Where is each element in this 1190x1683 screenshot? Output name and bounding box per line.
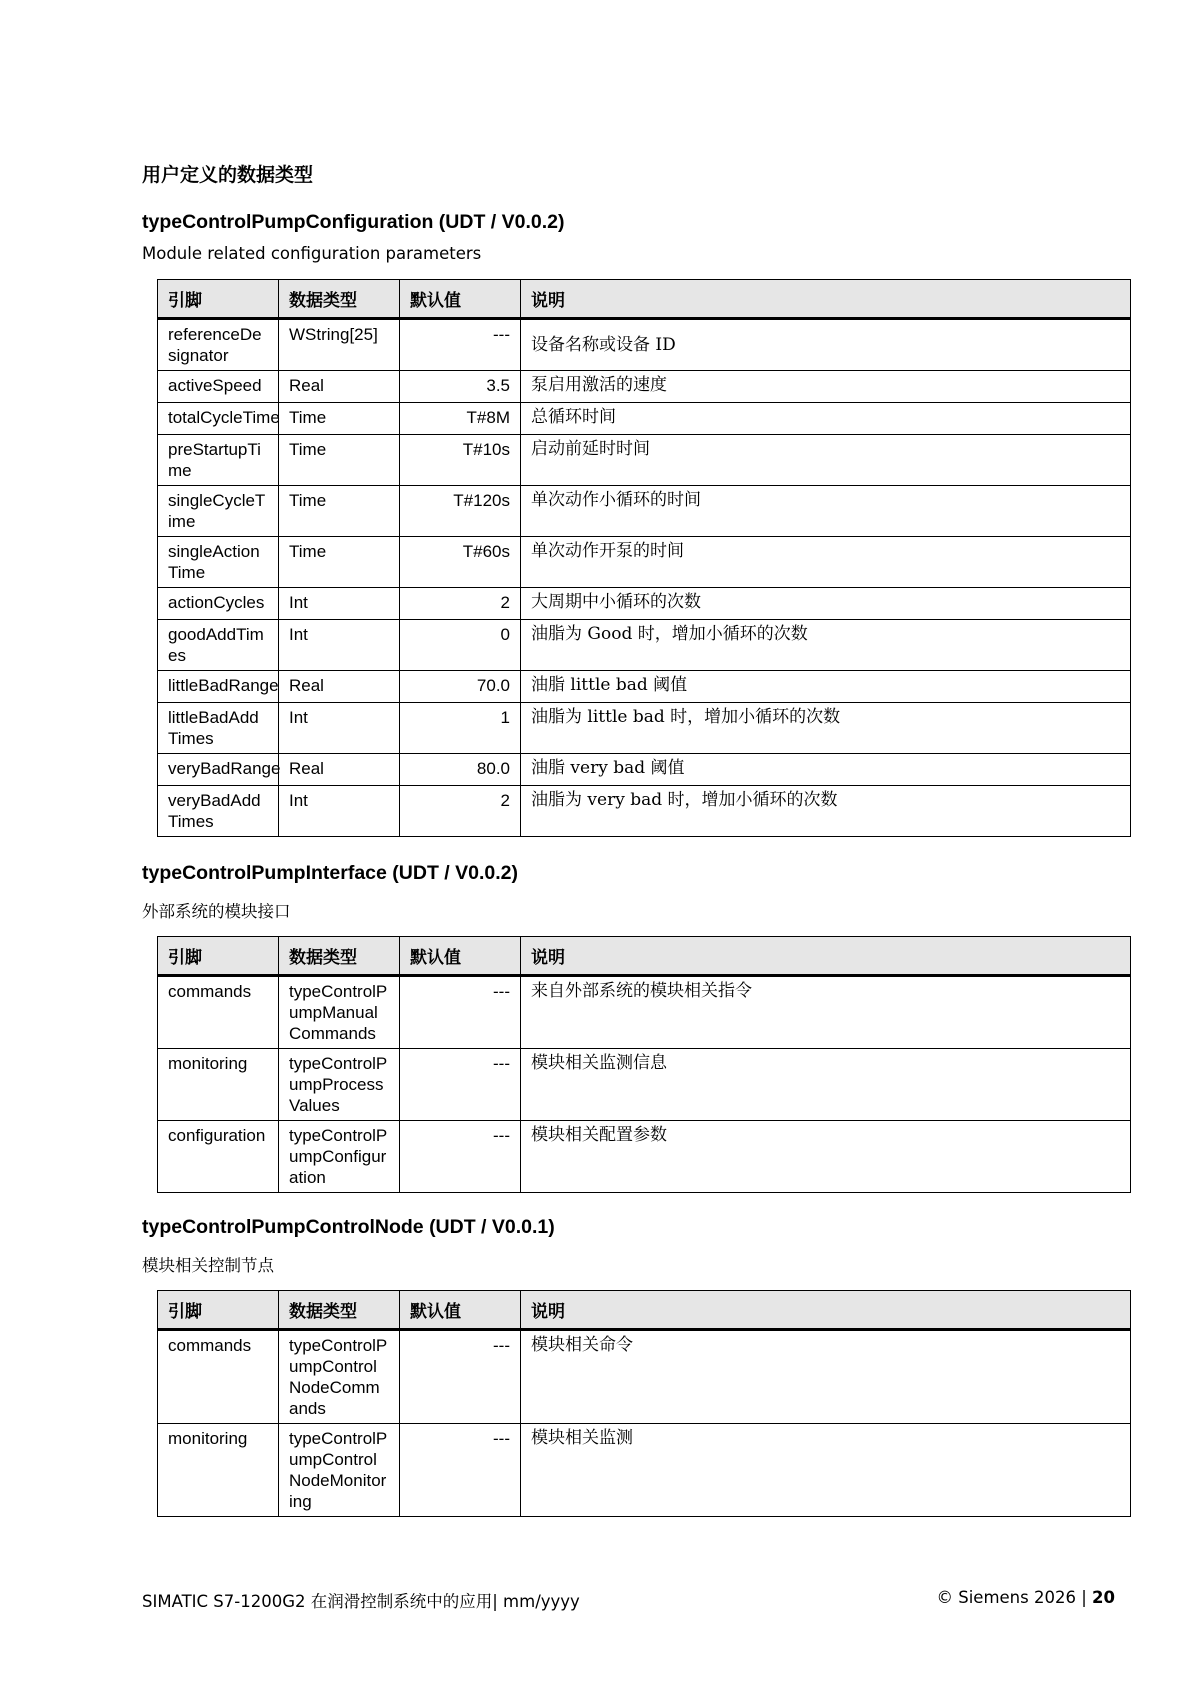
header-type: 数据类型	[279, 937, 400, 976]
cell-default: 2	[400, 588, 521, 620]
table-row	[158, 754, 1131, 786]
header-type: 数据类型	[279, 1291, 400, 1330]
section-description-control-node: 模块相关控制节点	[142, 1256, 274, 1275]
cell-default: 1	[400, 703, 521, 754]
table-row	[158, 403, 1131, 435]
cell-pin: totalCycleTime	[158, 403, 279, 435]
cell-pin: commands	[158, 1330, 279, 1424]
cell-desc: 启动前延时时间	[521, 435, 1131, 486]
cell-pin: monitoring	[158, 1424, 279, 1517]
section-description-interface: 外部系统的模块接口	[142, 902, 291, 921]
cell-pin: activeSpeed	[158, 371, 279, 403]
cell-default: T#60s	[400, 537, 521, 588]
cell-type: Int	[279, 588, 400, 620]
cell-pin: littleBadRange	[158, 671, 279, 703]
cell-default: ---	[400, 1121, 521, 1193]
cell-pin: configuration	[158, 1121, 279, 1193]
table-header-row	[158, 280, 1131, 319]
cell-desc: 模块相关命令	[521, 1330, 1131, 1424]
cell-default: 70.0	[400, 671, 521, 703]
cell-type: Int	[279, 786, 400, 837]
cell-desc: 单次动作开泵的时间	[521, 537, 1131, 588]
cell-pin: singleCycleTime	[158, 486, 279, 537]
header-desc: 说明	[521, 280, 1131, 319]
cell-type: Real	[279, 754, 400, 786]
header-pin: 引脚	[158, 937, 279, 976]
cell-pin: veryBadRange	[158, 754, 279, 786]
cell-pin: singleActionTime	[158, 537, 279, 588]
cell-desc: 设备名称或设备 ID	[521, 319, 1131, 371]
cell-pin: commands	[158, 976, 279, 1049]
cell-desc: 模块相关监测信息	[521, 1049, 1131, 1121]
section-title-configuration: typeControlPumpConfiguration (UDT / V0.0.2)	[142, 211, 565, 233]
cell-default: ---	[400, 976, 521, 1049]
page-number: 20	[1092, 1588, 1115, 1607]
pins-table-interface	[157, 936, 1131, 1193]
cell-type: Real	[279, 671, 400, 703]
cell-desc: 油脂 little bad 阈值	[521, 671, 1131, 703]
cell-pin: goodAddTimes	[158, 620, 279, 671]
cell-desc: 油脂为 Good 时，增加小循环的次数	[521, 620, 1131, 671]
header-desc: 说明	[521, 1291, 1131, 1330]
table-row	[158, 537, 1131, 588]
header-pin: 引脚	[158, 280, 279, 319]
cell-desc: 模块相关监测	[521, 1424, 1131, 1517]
cell-pin: veryBadAddTimes	[158, 786, 279, 837]
cell-pin: actionCycles	[158, 588, 279, 620]
table-row	[158, 371, 1131, 403]
cell-type: Int	[279, 620, 400, 671]
cell-desc: 油脂为 very bad 时，增加小循环的次数	[521, 786, 1131, 837]
footer-copyright	[937, 1588, 1116, 1607]
cell-desc: 油脂 very bad 阈值	[521, 754, 1131, 786]
table-row	[158, 620, 1131, 671]
cell-desc: 油脂为 little bad 时，增加小循环的次数	[521, 703, 1131, 754]
cell-pin: monitoring	[158, 1049, 279, 1121]
copyright-text: © Siemens 2026 |	[936, 1588, 1087, 1607]
cell-default: ---	[400, 1330, 521, 1424]
cell-type: typeControlPumpControlNodeCommands	[279, 1330, 400, 1424]
cell-pin: littleBadAddTimes	[158, 703, 279, 754]
pins-table-configuration	[157, 279, 1131, 837]
header-default: 默认值	[400, 280, 521, 319]
cell-desc: 模块相关配置参数	[521, 1121, 1131, 1193]
section-title-control-node: typeControlPumpControlNode (UDT / V0.0.1)	[142, 1216, 555, 1238]
cell-default: 3.5	[400, 371, 521, 403]
section-title-interface: typeControlPumpInterface (UDT / V0.0.2)	[142, 862, 518, 884]
table-row	[158, 786, 1131, 837]
cell-desc: 来自外部系统的模块相关指令	[521, 976, 1131, 1049]
cell-type: Time	[279, 486, 400, 537]
header-default: 默认值	[400, 1291, 521, 1330]
cell-type: Time	[279, 403, 400, 435]
cell-desc: 单次动作小循环的时间	[521, 486, 1131, 537]
cell-default: 80.0	[400, 754, 521, 786]
table-header-row	[158, 1291, 1131, 1330]
section-description-configuration: Module related configuration parameters	[142, 244, 482, 263]
table-row	[158, 976, 1131, 1049]
cell-pin: preStartupTime	[158, 435, 279, 486]
table-header-row	[158, 937, 1131, 976]
cell-default: T#8M	[400, 403, 521, 435]
header-pin: 引脚	[158, 1291, 279, 1330]
table-row	[158, 1121, 1131, 1193]
cell-default: T#120s	[400, 486, 521, 537]
cell-type: Real	[279, 371, 400, 403]
table-row	[158, 1049, 1131, 1121]
table-row	[158, 1330, 1131, 1424]
cell-type: Time	[279, 435, 400, 486]
header-default: 默认值	[400, 937, 521, 976]
footer-document-title: SIMATIC S7-1200G2 在润滑控制系统中的应用| mm/yyyy	[142, 1592, 580, 1611]
table-row	[158, 703, 1131, 754]
cell-type: typeControlPumpManualCommands	[279, 976, 400, 1049]
cell-default: ---	[400, 1049, 521, 1121]
cell-default: 0	[400, 620, 521, 671]
cell-default: 2	[400, 786, 521, 837]
pins-table-control-node	[157, 1290, 1131, 1517]
cell-type: typeControlPumpProcessValues	[279, 1049, 400, 1121]
table-row	[158, 671, 1131, 703]
cell-pin: referenceDesignator	[158, 319, 279, 371]
table-row	[158, 435, 1131, 486]
cell-type: typeControlPumpControlNodeMonitoring	[279, 1424, 400, 1517]
cell-type: typeControlPumpConfiguration	[279, 1121, 400, 1193]
cell-type: Int	[279, 703, 400, 754]
cell-type: Time	[279, 537, 400, 588]
header-desc: 说明	[521, 937, 1131, 976]
table-row	[158, 588, 1131, 620]
table-row	[158, 1424, 1131, 1517]
cell-default: ---	[400, 1424, 521, 1517]
table-row	[158, 486, 1131, 537]
page-heading: 用户定义的数据类型	[142, 164, 314, 186]
header-type: 数据类型	[279, 280, 400, 319]
cell-desc: 大周期中小循环的次数	[521, 588, 1131, 620]
cell-default: T#10s	[400, 435, 521, 486]
cell-type: WString[25]	[279, 319, 400, 371]
cell-desc: 总循环时间	[521, 403, 1131, 435]
table-row	[158, 319, 1131, 371]
cell-default: ---	[400, 319, 521, 371]
cell-desc: 泵启用激活的速度	[521, 371, 1131, 403]
